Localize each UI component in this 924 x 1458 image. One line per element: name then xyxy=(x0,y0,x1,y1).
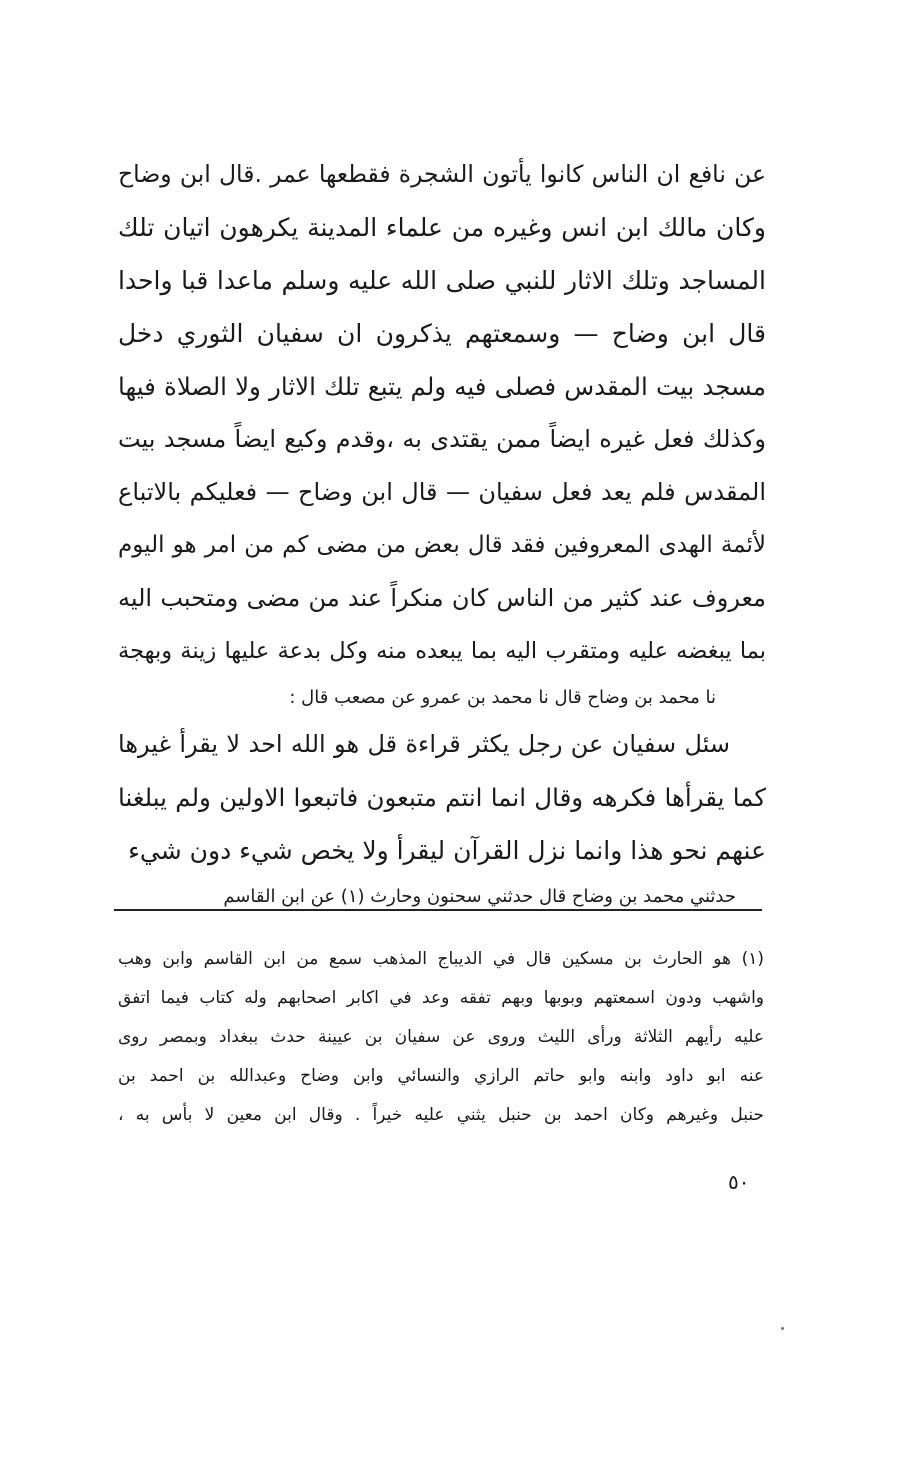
text-line: معروف عند كثير من الناس كان منكراً عند من مضى ومتحبب اليه xyxy=(118,584,766,612)
text-line: وكذلك فعل غيره ايضاً ممن يقتدى به ،وقدم وكيع ايضاً مسجد بيت xyxy=(118,425,766,453)
text-line: المقدس فلم يعد فعل سفيان — قال ابن وضاح — فعليكم بالاتباع xyxy=(118,478,766,506)
text-line: عن نافع ان الناس كانوا يأتون الشجرة فقطعها عمر .قال ابن وضاح xyxy=(118,160,766,188)
text-line: عنهم نحو هذا وانما نزل القرآن ليقرأ ولا يخص شيء دون شيء xyxy=(128,836,766,865)
text-line: المساجد وتلك الاثار للنبي صلى الله عليه وسلم ماعدا قبا واحدا xyxy=(118,266,766,295)
isnad-chain: حدثني محمد بن وضاح قال حدثني سحنون وحارث (١) عن ابن القاسم xyxy=(223,886,736,907)
scan-speck xyxy=(781,1327,784,1330)
text-line: كما يقرأها فكرهه وقال انما انتم متبعون فاتبعوا الاولين ولم يبلغنا xyxy=(118,783,766,812)
text-line: مسجد بيت المقدس فصلى فيه ولم يتبع تلك الاثار ولا الصلاة فيها xyxy=(118,372,766,401)
footnote-line: (١) هو الحارث بن مسكين قال في الديباج المذهب سمع من ابن القاسم وابن وهب xyxy=(118,949,764,969)
footnote-line: واشهب ودون اسمعتهم وبوبها وبهم تفقه وعد في اكابر اصحابهم وله كتاب فيما اتفق xyxy=(118,988,764,1008)
footnote-separator xyxy=(114,909,762,911)
footnote-line: عليه رأيهم الثلاثة ورأى الليث وروى عن سفيان بن عيينة حدث ببغداد وبمصر روى xyxy=(118,1027,764,1047)
text-line: سئل سفيان عن رجل يكثر قراءة قل هو الله احد لا يقرأ غيرها xyxy=(118,730,730,758)
footnote-block xyxy=(118,940,764,1135)
text-line: لأئمة الهدى المعروفين فقد قال بعض من مضى كم من امر هو اليوم xyxy=(118,532,766,558)
footnote-line: عنه ابو داود وابنه وابو حاتم الرازي والنسائي وابن وضاح وعبدالله بن احمد بن xyxy=(118,1066,764,1086)
page-number: ٥٠ xyxy=(728,1170,750,1194)
footnote-line: حنبل وغيرهم وكان احمد بن حنبل يثني عليه خيراً . وقال ابن معين لا بأس به ، xyxy=(118,1105,764,1125)
main-text-body xyxy=(118,148,766,917)
isnad-chain: نا محمد بن وضاح قال نا محمد بن عمرو عن مصعب قال : xyxy=(289,687,716,708)
text-line: قال ابن وضاح — وسمعتهم يذكرون ان سفيان الثوري دخل xyxy=(118,319,766,348)
text-line: بما يبغضه عليه ومتقرب اليه بما يبعده منه وكل بدعة عليها زينة وبهجة xyxy=(118,638,766,664)
text-line: وكان مالك ابن انس وغيره من علماء المدينة يكرهون اتيان تلك xyxy=(118,213,766,242)
